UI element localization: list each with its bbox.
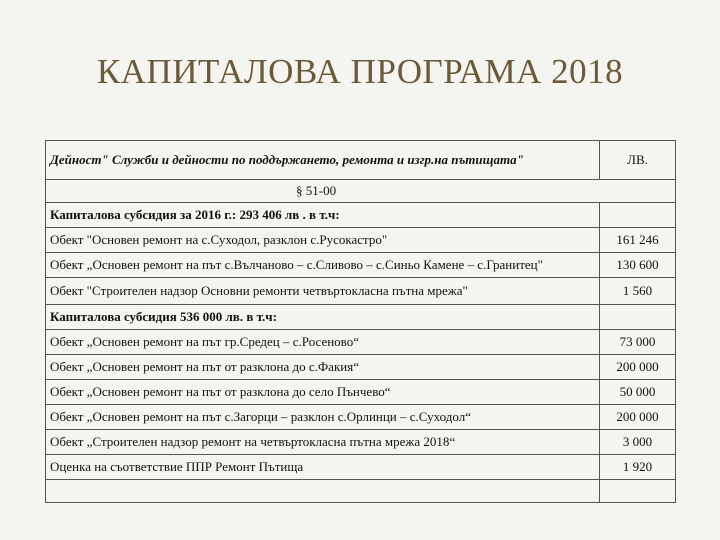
- currency-header: ЛВ.: [600, 141, 676, 180]
- section-code: § 51-00: [46, 180, 676, 203]
- empty-cell: [600, 480, 676, 503]
- object-name: Обект „Основен ремонт на път с.Вълчаново – с.Сливово – с.Синьо Камене – с.Гранитец": [46, 253, 600, 278]
- table-row: [46, 228, 676, 253]
- table-row: [46, 405, 676, 430]
- page-title: КАПИТАЛОВА ПРОГРАМА 2018: [96, 52, 624, 91]
- activity-header: Дейност" Служби и дейности по поддържането, ремонта и изгр.на пътищата": [46, 141, 600, 180]
- object-name: Обект „Основен ремонт на път с.Загорци – разклон с.Орлинци – с.Суходол“: [46, 405, 600, 430]
- object-name: Обект „Основен ремонт на път от разклона до с.Факия“: [46, 355, 600, 380]
- budget-table: [45, 140, 676, 503]
- object-amount: 50 000: [600, 380, 676, 405]
- group-row: [46, 203, 676, 228]
- group-amount-empty: [600, 305, 676, 330]
- object-amount: 1 920: [600, 455, 676, 480]
- object-amount: 1 560: [600, 278, 676, 305]
- empty-row: [46, 480, 676, 503]
- object-amount: 73 000: [600, 330, 676, 355]
- object-amount: 200 000: [600, 355, 676, 380]
- table-row: [46, 253, 676, 278]
- budget-table-container: [45, 140, 675, 503]
- group-label-536000: Капиталова субсидия 536 000 лв. в т.ч:: [46, 305, 600, 330]
- object-name: Обект "Строителен надзор Основни ремонти четвъртокласна пътна мрежа": [46, 278, 600, 305]
- object-amount: 200 000: [600, 405, 676, 430]
- table-row: [46, 278, 676, 305]
- section-row: [46, 180, 676, 203]
- table-row: [46, 455, 676, 480]
- group-amount-empty: [600, 203, 676, 228]
- object-name: Обект „Основен ремонт на път от разклона до село Пънчево“: [46, 380, 600, 405]
- object-amount: 161 246: [600, 228, 676, 253]
- object-amount: 130 600: [600, 253, 676, 278]
- table-row: [46, 330, 676, 355]
- empty-cell: [46, 480, 600, 503]
- group-label-2016: Капиталова субсидия за 2016 г.: 293 406 лв . в т.ч:: [46, 203, 600, 228]
- table-row: [46, 355, 676, 380]
- table-row: [46, 380, 676, 405]
- group-row: [46, 305, 676, 330]
- object-name: Оценка на съответствие ППР Ремонт Пътища: [46, 455, 600, 480]
- object-name: Обект „Строителен надзор ремонт на четвъртокласна пътна мрежа 2018“: [46, 430, 600, 455]
- object-name: Обект „Основен ремонт на път гр.Средец – с.Росеново“: [46, 330, 600, 355]
- table-row: [46, 430, 676, 455]
- object-amount: 3 000: [600, 430, 676, 455]
- table-header-row: [46, 141, 676, 180]
- object-name: Обект "Основен ремонт на с.Суходол, разклон с.Русокастро": [46, 228, 600, 253]
